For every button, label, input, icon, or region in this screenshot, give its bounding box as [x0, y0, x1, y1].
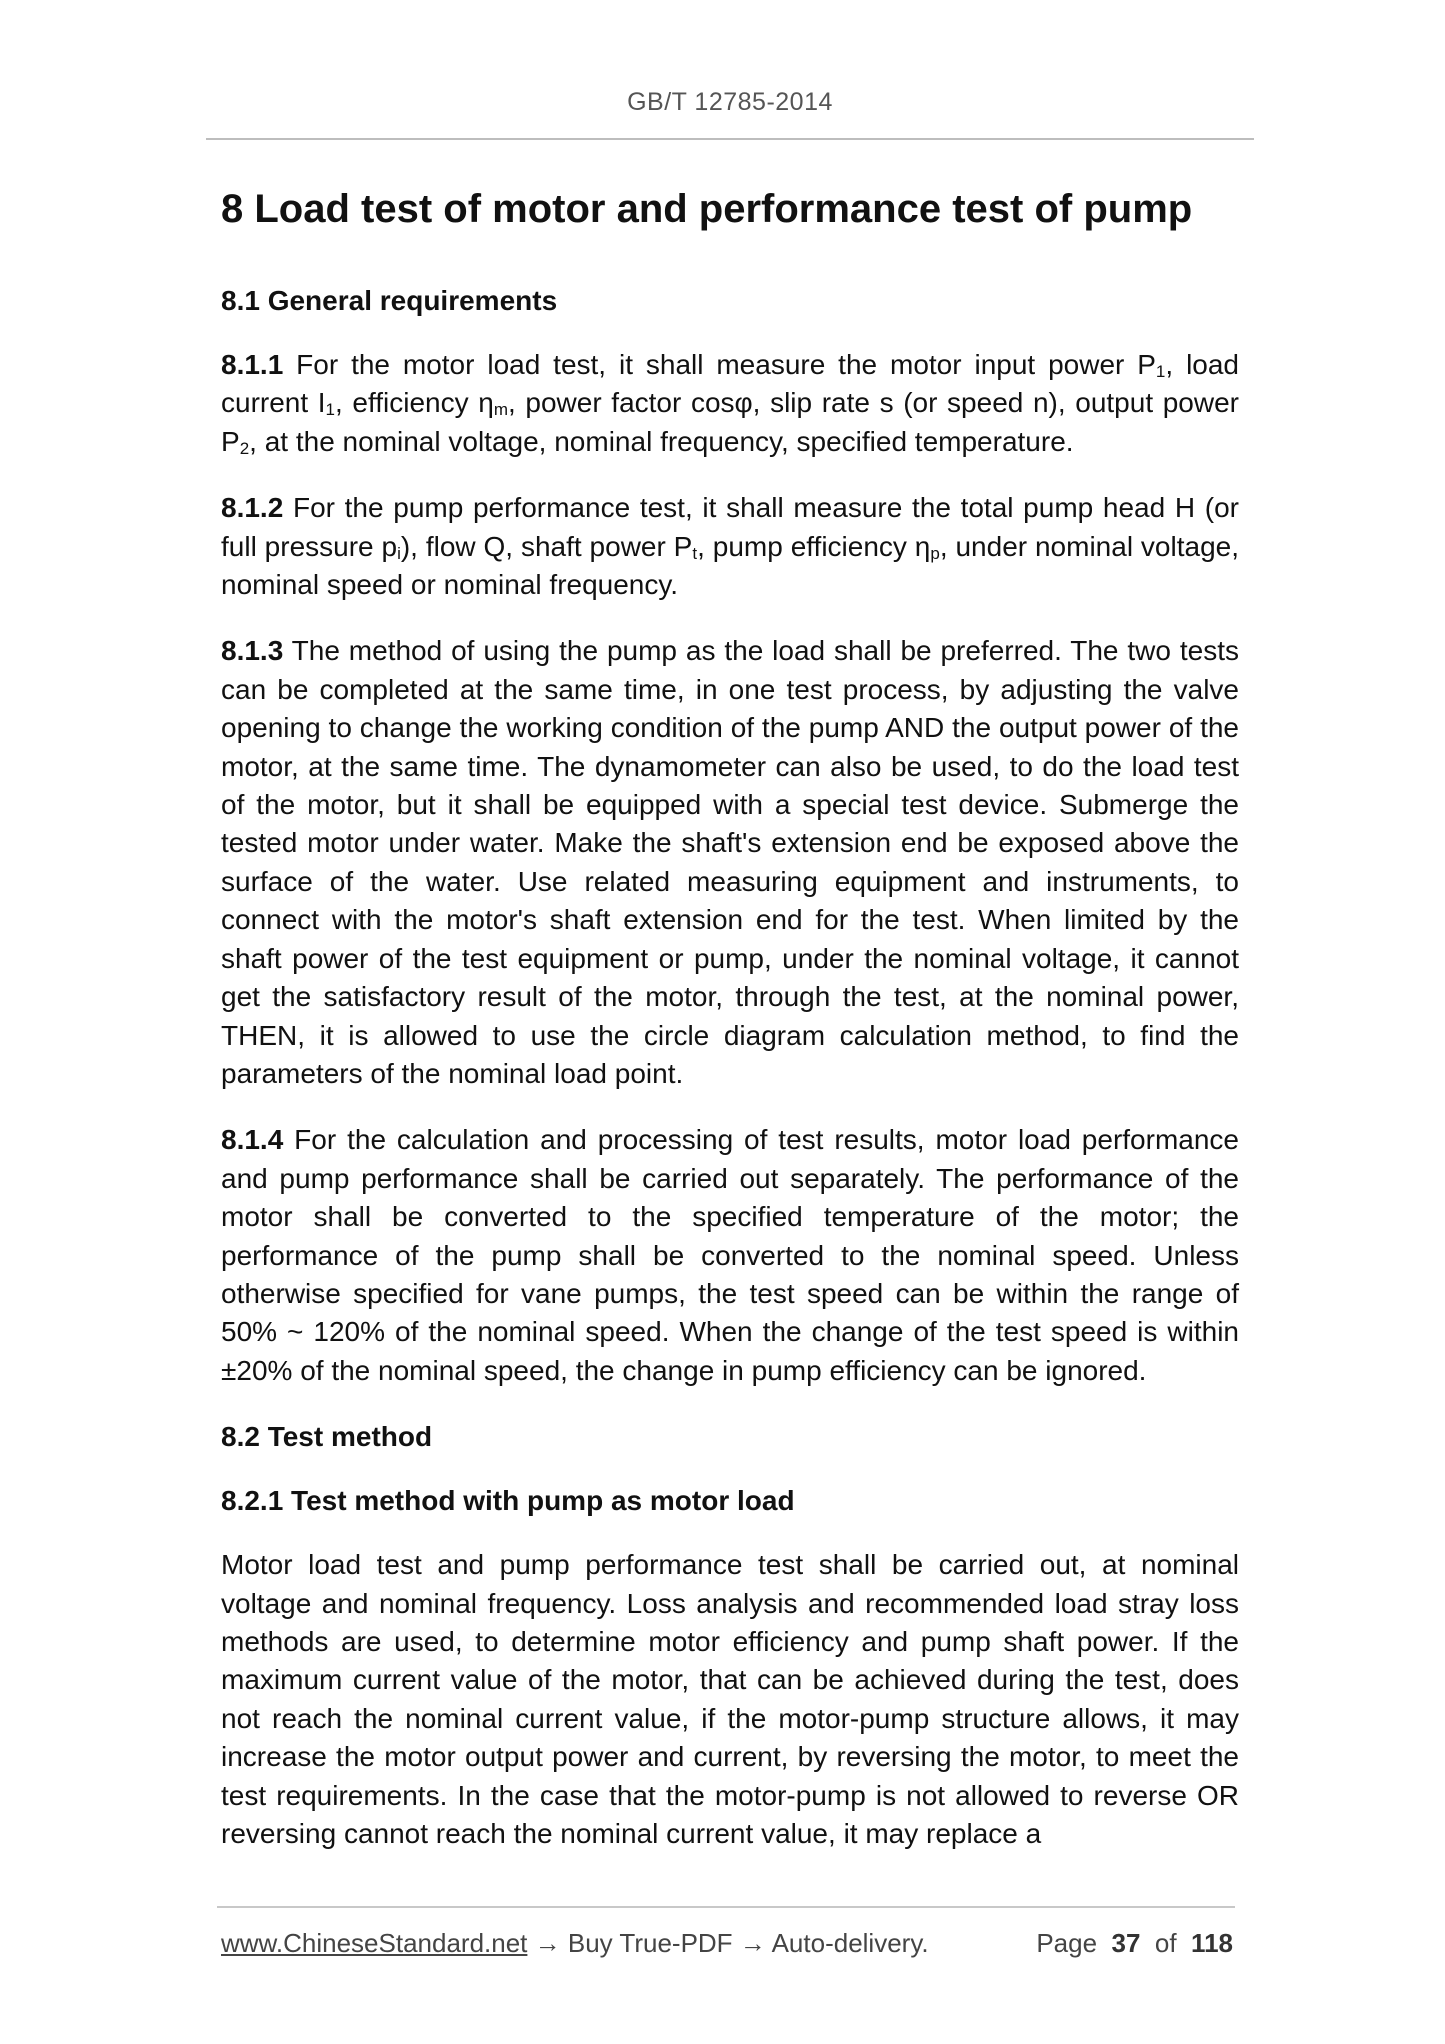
- section-title: 8 Load test of motor and performance test of pump: [221, 187, 1193, 231]
- footer-promo: [221, 1928, 929, 1959]
- page-of-label: of: [1154, 1928, 1177, 1958]
- footer-divider: [217, 1906, 1235, 1908]
- subsection-title-8-2-1: 8.2.1 Test method with pump as motor load: [221, 1485, 795, 1517]
- clause-text: For the pump performance test, it shall measure the total pump head H (or full pressure p: [221, 492, 1239, 562]
- clause-number: 8.1.4: [221, 1124, 284, 1156]
- page-number: [1036, 1928, 1233, 1959]
- clause-text: , at the nominal voltage, nominal frequency, specified temperature.: [249, 425, 1074, 457]
- header-divider: [206, 138, 1254, 140]
- page-total: 118: [1191, 1928, 1233, 1958]
- clause-8-1-2: [221, 489, 1239, 604]
- clause-text: , load current I: [221, 349, 1240, 419]
- clause-8-2-1-body: Motor load test and pump performance test shall be carried out, at nominal voltage and nominal frequency. Loss analysis and recommended load stray loss methods are used, to determine motor efficiency and pump shaft power. If the maximum current value of the motor, that can be achieved during the test, does not reach the nominal current value, if the motor-pump structure allows, it may increase the motor output power and current, by reversing the motor, to meet the test requirements. In the case that the motor-pump is not allowed to reverse OR reversing cannot reach the nominal current value, it may replace a: [221, 1549, 1239, 1849]
- subscript: m: [493, 400, 508, 420]
- clause-text: For the motor load test, it shall measure the motor input power P: [283, 349, 1156, 380]
- subscript: 1: [325, 400, 336, 420]
- clause-text: , pump efficiency η: [697, 530, 931, 562]
- website-link[interactable]: www.ChineseStandard.net: [221, 1928, 528, 1958]
- subscript: t: [692, 543, 698, 563]
- clause-number: 8.1.3: [221, 635, 284, 667]
- clause-text: The method of using the pump as the load shall be preferred. The two tests can be completed at the same time, in one test process, by adjusting the valve opening to change the working condition of the pump AND the output power of the motor, at the same time. The dynamometer can also be used, to do the load test of the motor, but it shall be equipped with a special test device. Submerge the tested motor under water. Make the shaft's extension end be exposed above the surface of the water. Use related measuring equipment and instruments, to connect with the motor's shaft extension end for the test. When limited by the shaft power of the test equipment or pump, under the nominal voltage, it cannot get the satisfactory result of the motor, through the test, at the nominal power, THEN, it is allowed to use the circle diagram calculation method, to find the parameters of the nominal load point.: [221, 635, 1239, 1089]
- page-footer: [221, 1928, 1233, 1962]
- subscript: 1: [1155, 362, 1166, 381]
- page-body: [221, 182, 1239, 1881]
- clause-number: 8.1.2: [221, 492, 284, 524]
- clause-text: , under nominal voltage, nominal speed or nominal frequency.: [221, 530, 1239, 601]
- page-current: 37: [1111, 1928, 1141, 1958]
- subscript: 2: [239, 438, 250, 458]
- subsection-title-8-1: 8.1 General requirements: [221, 285, 558, 316]
- clause-number: 8.1.1: [221, 349, 284, 380]
- clause-8-1-3: [221, 632, 1239, 1093]
- subscript: i: [397, 543, 401, 563]
- clause-text: ), flow Q, shaft power P: [400, 530, 693, 562]
- arrow-icon: →: [527, 1928, 568, 1958]
- arrow-icon: →: [732, 1928, 772, 1958]
- subsection-title-8-2: 8.2 Test method: [221, 1421, 433, 1453]
- clause-8-1-1: [221, 346, 1239, 461]
- running-header: GB/T 12785-2014: [627, 88, 833, 116]
- clause-text: , efficiency η: [335, 387, 494, 419]
- clause-text: , power factor cosφ, slip rate s (or speed n), output power P: [221, 387, 1239, 457]
- buy-text: Buy True-PDF: [567, 1928, 733, 1958]
- page-label: Page: [1036, 1928, 1098, 1958]
- delivery-text: Auto-delivery.: [771, 1928, 929, 1958]
- clause-text: For the calculation and processing of test results, motor load performance and pump performance shall be carried out separately. The performance of the motor shall be converted to the specified temperature of the motor; the performance of the pump shall be converted to the nominal speed. Unless otherwise specified for vane pumps, the test speed can be within the range of 50% ~ 120% of the nominal speed. When the change of the test speed is within ±20% of the nominal speed, the change in pump efficiency can be ignored.: [221, 1124, 1239, 1386]
- subscript: p: [930, 543, 940, 563]
- clause-8-1-4: [221, 1121, 1239, 1390]
